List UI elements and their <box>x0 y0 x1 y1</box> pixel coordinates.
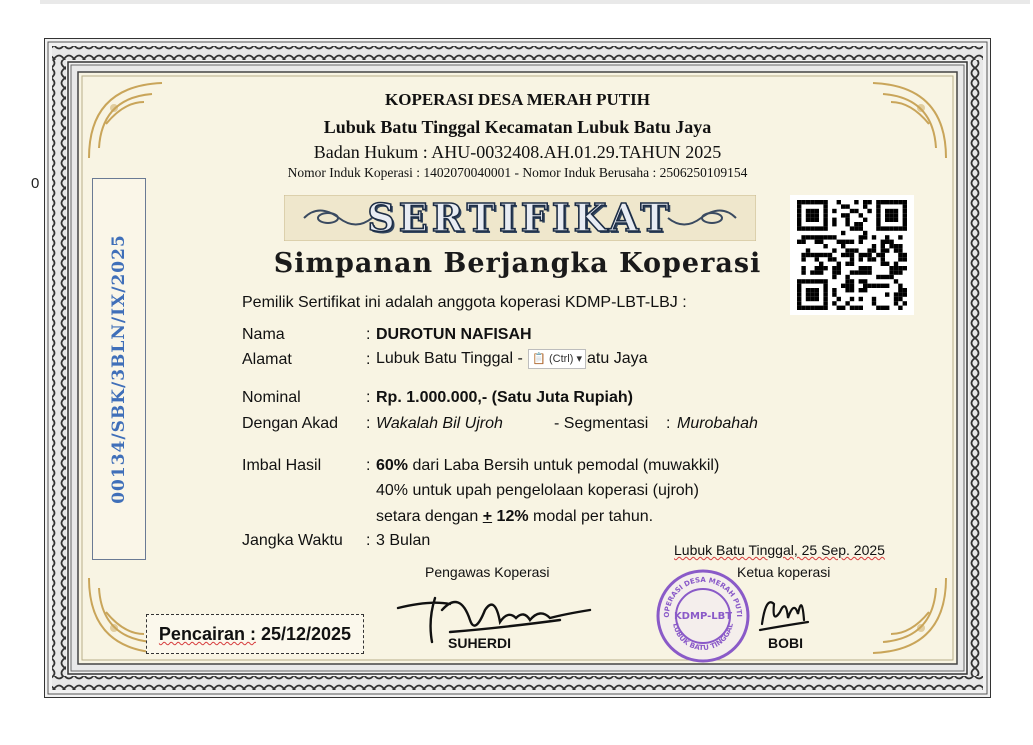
serial-number: 00134/SBK/3BLN/IX/2025 <box>109 234 129 504</box>
nama-value: DUROTUN NAFISAH <box>376 326 532 343</box>
stamp-center: KDMP-LBT <box>673 611 733 622</box>
segmentasi-colon: : <box>666 415 671 432</box>
ketua-title: Ketua koperasi <box>737 564 831 580</box>
imbal-percentage: 60% <box>376 457 409 474</box>
nominal-colon: : <box>366 389 371 406</box>
title-banner <box>284 195 756 241</box>
alamat-value-end: atu Jaya <box>587 350 648 368</box>
jangka-value: 3 Bulan <box>376 532 431 549</box>
akad-colon: : <box>366 415 371 432</box>
nama-label: Nama <box>242 326 285 343</box>
disbursement-date: 25/12/2025 <box>255 624 352 644</box>
certificate-title: SERTIFIKAT <box>367 195 673 240</box>
alamat-value-start: Lubuk Batu Tinggal - <box>376 350 528 368</box>
alamat-colon: : <box>366 351 371 368</box>
pengawas-title: Pengawas Koperasi <box>425 564 550 580</box>
disbursement-box <box>146 614 364 654</box>
stamp-ring-top: OPERASI DESA MERAH PUTI <box>662 576 744 618</box>
paste-options-icon: 📋 <box>532 353 546 365</box>
official-stamp-icon <box>655 568 751 664</box>
imbal-label: Imbal Hasil <box>242 457 322 474</box>
imbal-colon: : <box>366 457 371 474</box>
disbursement-label: Pencairan : <box>158 624 256 644</box>
certificate <box>44 38 991 698</box>
alamat-value <box>376 349 647 369</box>
page-edge <box>40 0 1030 4</box>
nominal-label: Nominal <box>242 389 301 406</box>
imbal-line-1-text: dari Laba Bersih untuk pemodal (muwakkil) <box>408 457 720 474</box>
place-and-date: Lubuk Batu Tinggal, 25 Sep. 2025 <box>674 542 885 558</box>
akad-value: Wakalah Bil Ujroh <box>376 415 503 432</box>
imbal-line-3-start: setara dengan <box>376 508 483 525</box>
imbal-line-3-end: modal per tahun. <box>528 508 654 525</box>
registration-numbers: Nomor Induk Koperasi : 1402070040001 - Nomor Induk Berusaha : 2506250109154 <box>287 165 748 180</box>
alamat-label: Alamat <box>242 351 292 368</box>
imbal-line-2: 40% untuk upah pengelolaan koperasi (ujroh) <box>376 482 699 499</box>
jangka-label: Jangka Waktu <box>242 532 343 549</box>
intro-text: Pemilik Sertifikat ini adalah anggota koperasi KDMP-LBT-LBJ : <box>242 294 687 311</box>
cooperative-name: KOPERASI DESA MERAH PUTIH <box>385 90 650 109</box>
cooperative-location: Lubuk Batu Tinggal Kecamatan Lubuk Batu Jaya <box>323 117 712 137</box>
plus-minus-sign: + <box>482 508 493 525</box>
serial-number-box <box>92 178 146 560</box>
stray-mark: 0 <box>31 175 40 192</box>
paste-options-button[interactable]: 📋 (Ctrl) ▾ <box>528 349 586 369</box>
stamp-ring-bottom: LUBUK BATU TINGGAL <box>671 622 735 653</box>
imbal-line-1 <box>376 457 719 475</box>
annual-rate: 12% <box>492 508 529 525</box>
segmentasi-label: - Segmentasi <box>554 415 649 432</box>
pengawas-name: SUHERDI <box>448 635 512 651</box>
segmentasi-value: Murobahah <box>677 415 758 432</box>
imbal-line-3 <box>376 508 653 526</box>
legal-entity-number: Badan Hukum : AHU-0032408.AH.01.29.TAHUN 2025 <box>313 142 722 162</box>
ketua-name: BOBI <box>768 635 803 651</box>
paste-options-label: (Ctrl) <box>548 353 574 365</box>
nominal-value: Rp. 1.000.000,- (Satu Juta Rupiah) <box>376 389 633 406</box>
qr-code-icon <box>790 195 914 315</box>
jangka-colon: : <box>366 532 371 549</box>
akad-label: Dengan Akad <box>242 415 339 432</box>
nama-colon: : <box>366 326 371 343</box>
certificate-subtitle: Simpanan Berjangka Koperasi <box>273 248 762 279</box>
